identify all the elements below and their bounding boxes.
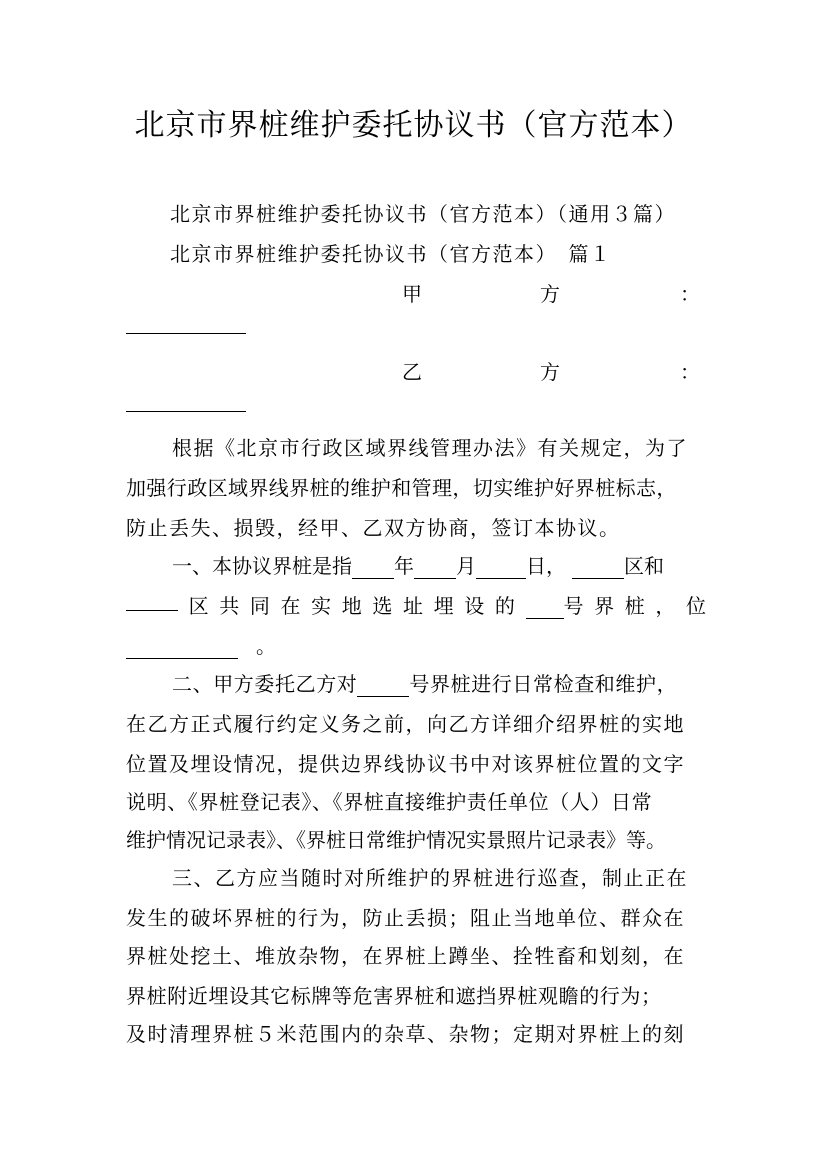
clause2-text: 二、甲方委托乙方对 bbox=[172, 672, 358, 696]
clause1-line bbox=[126, 590, 706, 619]
clause1-line bbox=[172, 550, 664, 579]
clause2-line: 在乙方正式履行约定义务之前，向乙方详细介绍界桩的实地 bbox=[126, 712, 685, 736]
month-blank[interactable] bbox=[414, 558, 456, 579]
word: 界 bbox=[594, 594, 615, 618]
clause2-line: 位置及埋设情况，提供边界线协议书中对该界桩位置的文字 bbox=[126, 752, 685, 776]
clause3-line: 界桩处挖土、堆放杂物，在界桩上蹲坐、拴牲畜和划刻，在 bbox=[126, 944, 685, 968]
clause1-text: 日， bbox=[526, 554, 566, 578]
intro-line: 根据《北京市行政区域界线管理办法》有关规定，为了 bbox=[172, 436, 688, 460]
party-a-blank[interactable] bbox=[126, 333, 246, 334]
word: 埋 bbox=[433, 594, 454, 618]
clause2-line bbox=[172, 668, 677, 697]
intro-line: 防止丢失、损毁，经甲、乙双方协商，签订本协议。 bbox=[126, 516, 621, 540]
word: 设 bbox=[464, 594, 485, 618]
word: 桩 bbox=[624, 594, 645, 618]
word: ， bbox=[655, 594, 676, 618]
word: 号 bbox=[563, 594, 584, 618]
word: 位 bbox=[686, 594, 706, 618]
clause2-line: 维护情况记录表》、《界桩日常维护情况实景照片记录表》等。 bbox=[126, 828, 666, 852]
party-a-char2: 方 bbox=[540, 282, 560, 306]
party-b-char1: 乙 bbox=[402, 360, 422, 384]
party-b-char2: 方 bbox=[540, 360, 560, 384]
year-blank[interactable] bbox=[352, 558, 394, 579]
clause1-line bbox=[126, 630, 276, 659]
page-title: 北京市界桩维护委托协议书（官方范本） bbox=[134, 108, 693, 143]
clause3-line: 三、乙方应当随时对所维护的界桩进行巡查，制止正在 bbox=[172, 866, 688, 890]
party-a-char1: 甲 bbox=[402, 282, 422, 306]
clause3-line: 发生的破坏界桩的行为，防止丢损；阻止当地单位、群众在 bbox=[126, 906, 685, 930]
clause1-end: 。 bbox=[256, 634, 276, 658]
word: 的 bbox=[494, 594, 515, 618]
district2-blank[interactable] bbox=[126, 590, 178, 611]
word: 共 bbox=[219, 594, 240, 618]
clause1-text: 一、本协议界桩是指 bbox=[172, 554, 352, 578]
clause3-line: 及时清理界桩５米范围内的杂草、杂物；定期对界桩上的刻 bbox=[126, 1022, 685, 1046]
word: 在 bbox=[280, 594, 301, 618]
clause1-text: 月 bbox=[456, 554, 476, 578]
clause1-text: 区和 bbox=[624, 554, 664, 578]
section-heading: 北京市界桩维护委托协议书（官方范本） 篇１ bbox=[170, 242, 612, 266]
word: 同 bbox=[249, 594, 270, 618]
clause2-number-blank[interactable] bbox=[357, 676, 409, 697]
word: 地 bbox=[341, 594, 362, 618]
word: 实 bbox=[311, 594, 332, 618]
clause2-text: 号界桩进行日常检查和维护， bbox=[409, 672, 678, 696]
party-b-colon: ： bbox=[680, 360, 700, 384]
district-blank[interactable] bbox=[572, 558, 624, 579]
party-a-colon: ： bbox=[680, 282, 700, 306]
day-blank[interactable] bbox=[476, 558, 526, 579]
word: 选 bbox=[372, 594, 393, 618]
marker-number-blank[interactable] bbox=[526, 598, 564, 619]
clause1-text: 年 bbox=[394, 554, 414, 578]
intro-line: 加强行政区域界线界桩的维护和管理，切实维护好界桩标志， bbox=[126, 476, 677, 500]
location-blank[interactable] bbox=[126, 638, 238, 659]
party-b-blank[interactable] bbox=[126, 411, 246, 412]
document-subtitle: 北京市界桩维护委托协议书（官方范本）（通用３篇） bbox=[170, 202, 676, 226]
word: 址 bbox=[403, 594, 423, 618]
word: 区 bbox=[188, 594, 209, 618]
clause2-line: 说明、《界桩登记表》、《界桩直接维护责任单位（人）日常 bbox=[126, 790, 653, 814]
clause3-line: 界桩附近埋设其它标牌等危害界桩和遮挡界桩观瞻的行为； bbox=[126, 984, 662, 1008]
